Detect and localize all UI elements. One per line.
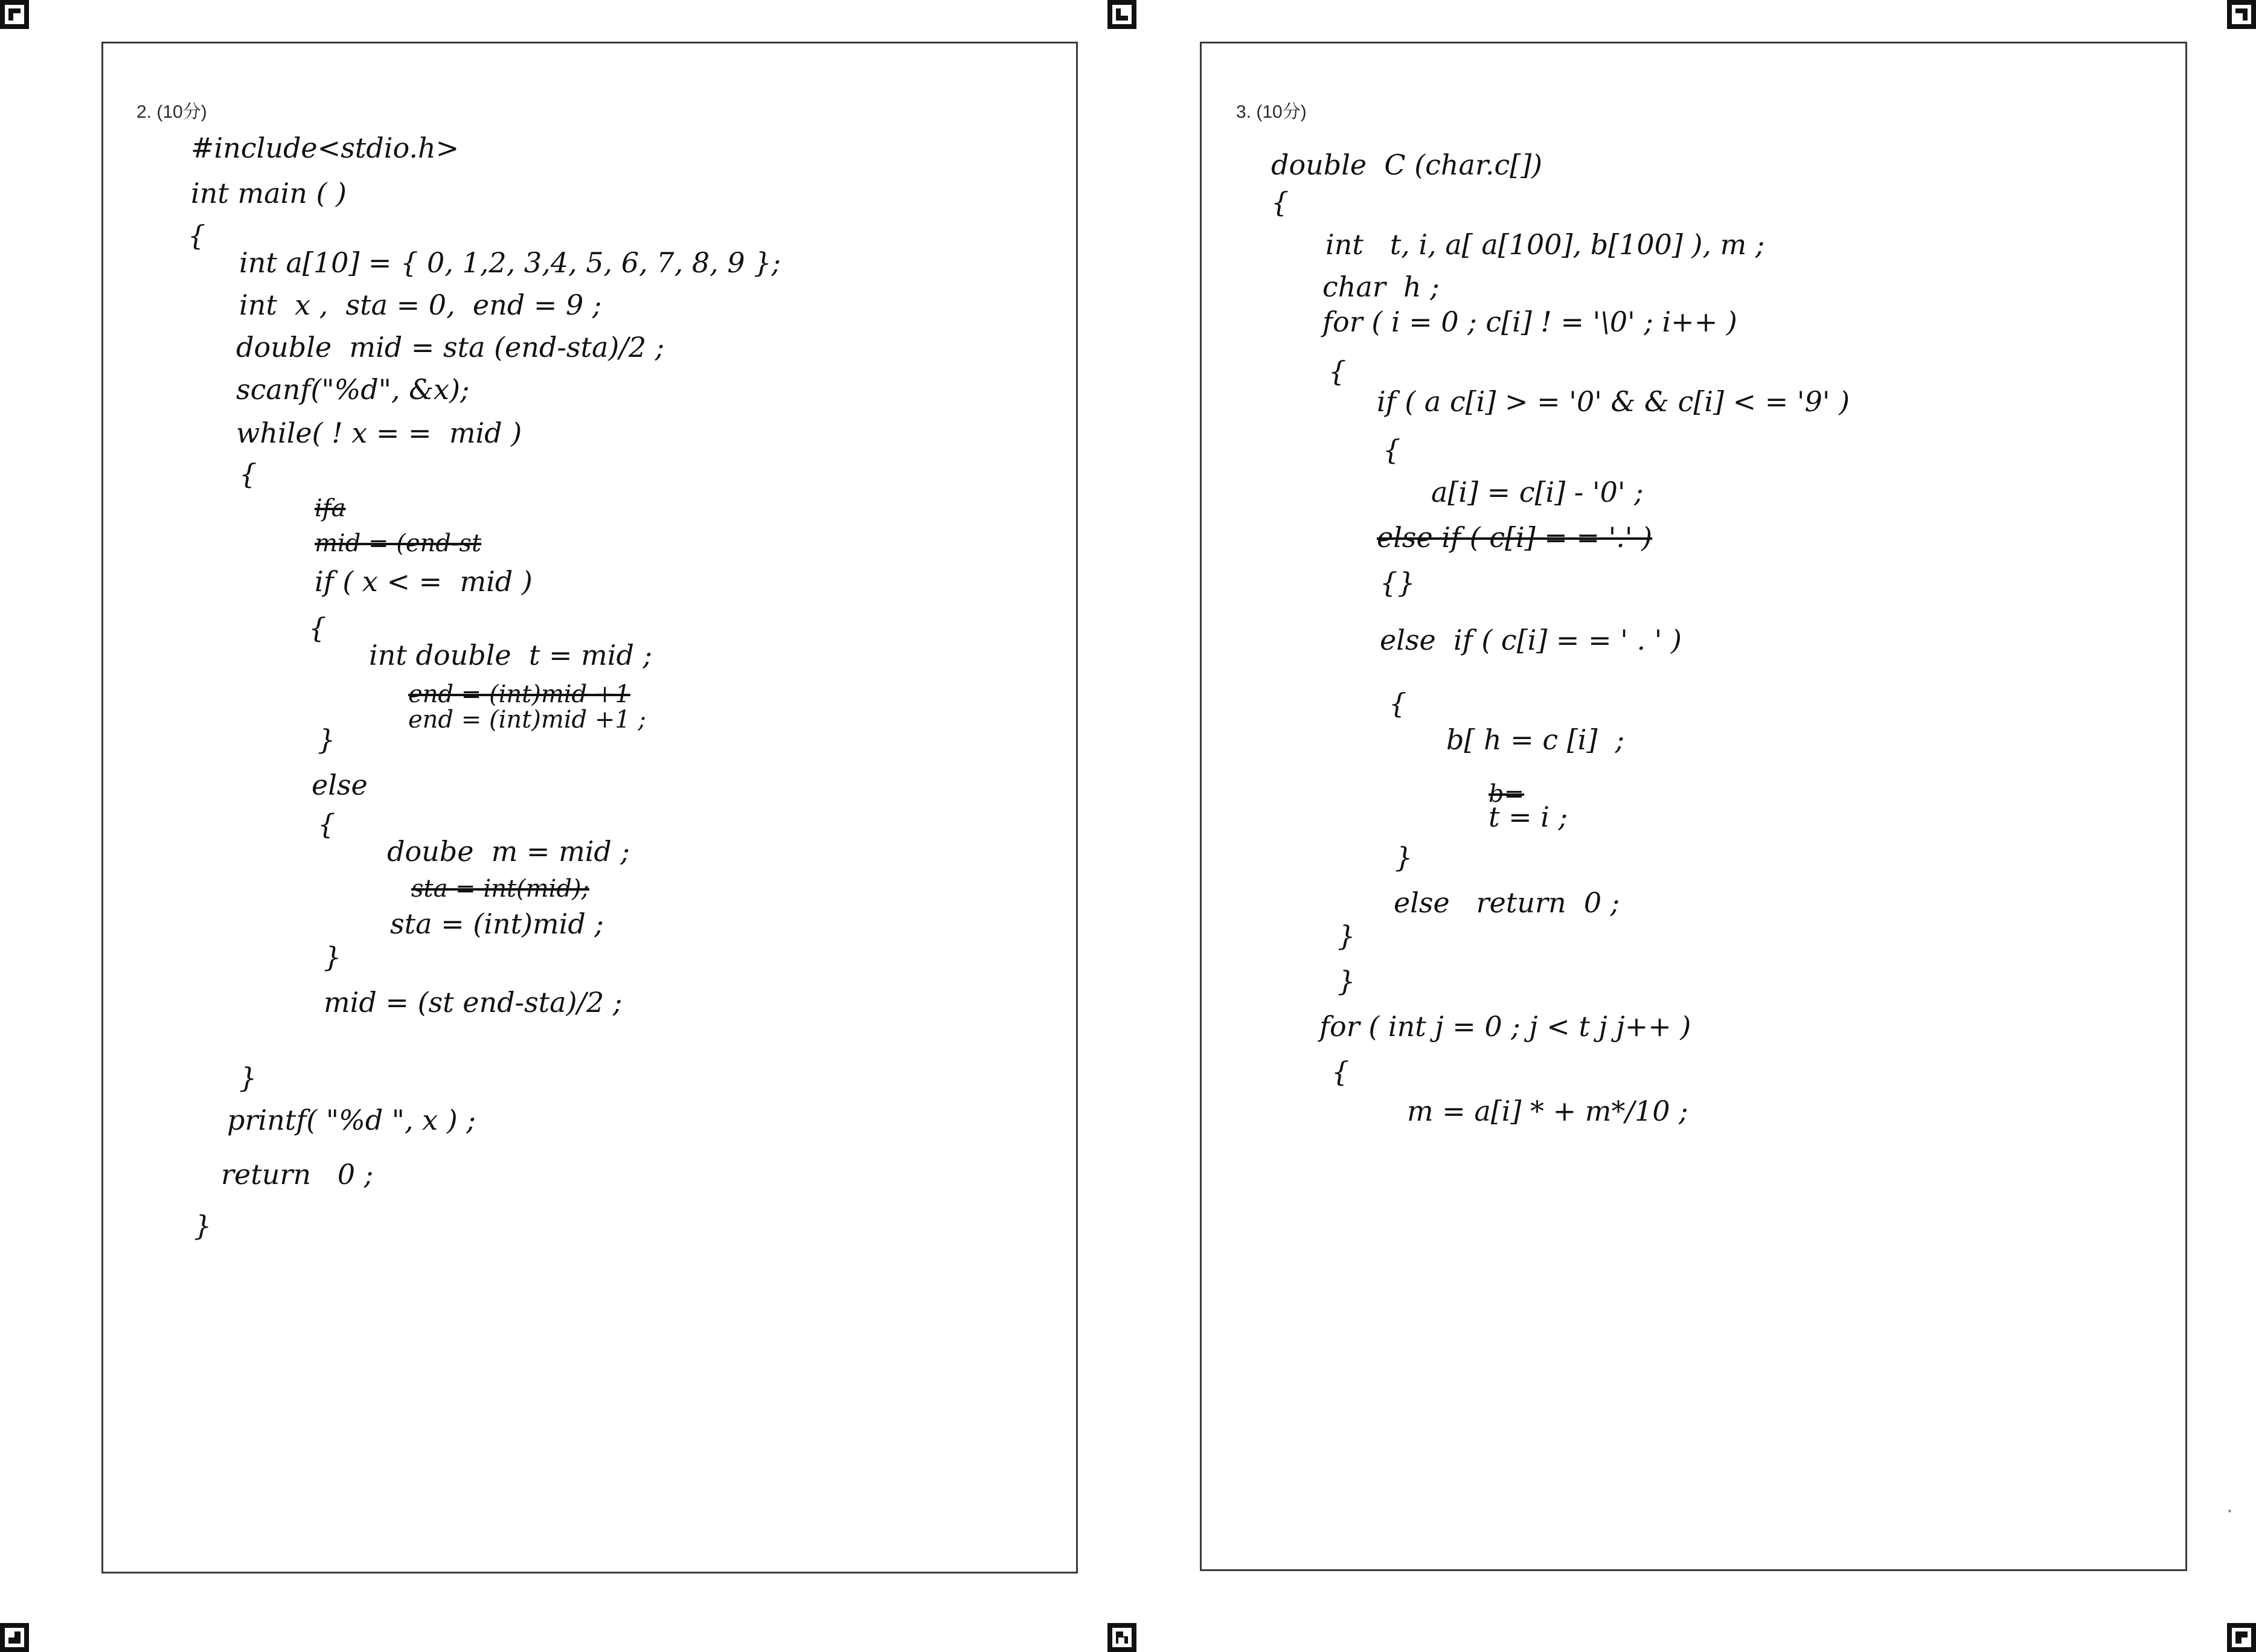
- code-line: }: [1338, 965, 1356, 997]
- code-line: int a[10] = { 0, 1,2, 3,4, 5, 6, 7, 8, 9 };: [239, 246, 781, 279]
- answer-sheet-question-2: [101, 42, 1078, 1574]
- corner-marker-bottom-center: [1107, 1623, 1136, 1652]
- scan-speck: [2228, 1510, 2231, 1513]
- code-line: int double t = mid ;: [369, 639, 653, 671]
- code-line: end = (int)mid +1 ;: [408, 706, 647, 734]
- crossed-out-line: sta = int(mid);: [411, 875, 590, 903]
- code-line: if ( x < = mid ): [315, 565, 533, 598]
- code-line: }: [318, 723, 336, 756]
- code-line: double C (char.c[]): [1271, 149, 1543, 181]
- code-line: }: [1338, 920, 1356, 952]
- corner-marker-top-center: [1107, 0, 1136, 29]
- code-line: int t, i, a[ a[100], b[100] ), m ;: [1325, 228, 1765, 261]
- crossed-out-line: else if ( c[i] = = '.' ): [1377, 521, 1653, 554]
- code-line: }: [324, 941, 342, 973]
- code-line: printf( "%d ", x ) ;: [227, 1104, 476, 1136]
- code-line: {}: [1380, 566, 1415, 599]
- answer-sheet-question-3: [1200, 42, 2187, 1571]
- code-line: {: [1331, 1055, 1350, 1088]
- code-line: #include<stdio.h>: [191, 132, 460, 164]
- code-line: {: [318, 808, 336, 840]
- code-line: {: [1271, 186, 1289, 219]
- code-line: }: [1395, 841, 1413, 874]
- code-line: for ( i = 0 ; c[i] ! = '\0' ; i++ ): [1322, 306, 1737, 338]
- code-line: {: [1383, 434, 1401, 466]
- code-line: int main ( ): [191, 177, 347, 210]
- code-line: t = i ;: [1489, 801, 1568, 833]
- corner-marker-bottom-right: [2227, 1623, 2256, 1652]
- crossed-out-line: end = (int)mid +1: [408, 680, 630, 708]
- code-line: {: [309, 612, 327, 644]
- code-line: if ( a c[i] > = '0' & & c[i] < = '9' ): [1377, 385, 1850, 418]
- code-line: b[ h = c [i] ;: [1446, 723, 1625, 756]
- code-line: {: [1328, 355, 1347, 388]
- question-label: 2. (10分): [136, 102, 207, 122]
- code-line: return 0 ;: [221, 1158, 374, 1191]
- crossed-out-line: mid = (end-st: [315, 530, 482, 557]
- code-line: mid = (st end-sta)/2 ;: [324, 986, 623, 1019]
- code-line: else: [312, 769, 368, 801]
- question-label: 3. (10分): [1236, 102, 1307, 122]
- code-line: a[i] = c[i] - '0' ;: [1431, 476, 1644, 508]
- corner-marker-top-right: [2227, 0, 2256, 29]
- code-line: else if ( c[i] = = ' . ' ): [1380, 624, 1682, 656]
- code-line: }: [239, 1061, 257, 1094]
- code-line: {: [188, 219, 206, 252]
- code-line: scanf("%d", &x);: [236, 373, 470, 406]
- code-line: int x , sta = 0, end = 9 ;: [239, 289, 602, 321]
- crossed-out-line: ifa: [315, 495, 346, 522]
- code-line: for ( int j = 0 ; j < t j j++ ): [1319, 1010, 1691, 1043]
- corner-marker-top-left: [0, 0, 29, 29]
- corner-marker-bottom-left: [0, 1623, 29, 1652]
- code-line: else return 0 ;: [1394, 886, 1620, 919]
- code-line: {: [239, 458, 257, 490]
- code-line: {: [1389, 687, 1407, 720]
- code-line: sta = (int)mid ;: [390, 908, 604, 940]
- code-line: double mid = sta (end-sta)/2 ;: [236, 331, 665, 363]
- code-line: char h ;: [1322, 271, 1440, 303]
- code-line: m = a[i] * + m*/10 ;: [1407, 1095, 1688, 1127]
- crossed-out-line: b=: [1489, 780, 1525, 808]
- code-line: while( ! x = = mid ): [236, 417, 522, 449]
- code-line: }: [194, 1209, 212, 1242]
- code-line: doube m = mid ;: [387, 835, 630, 868]
